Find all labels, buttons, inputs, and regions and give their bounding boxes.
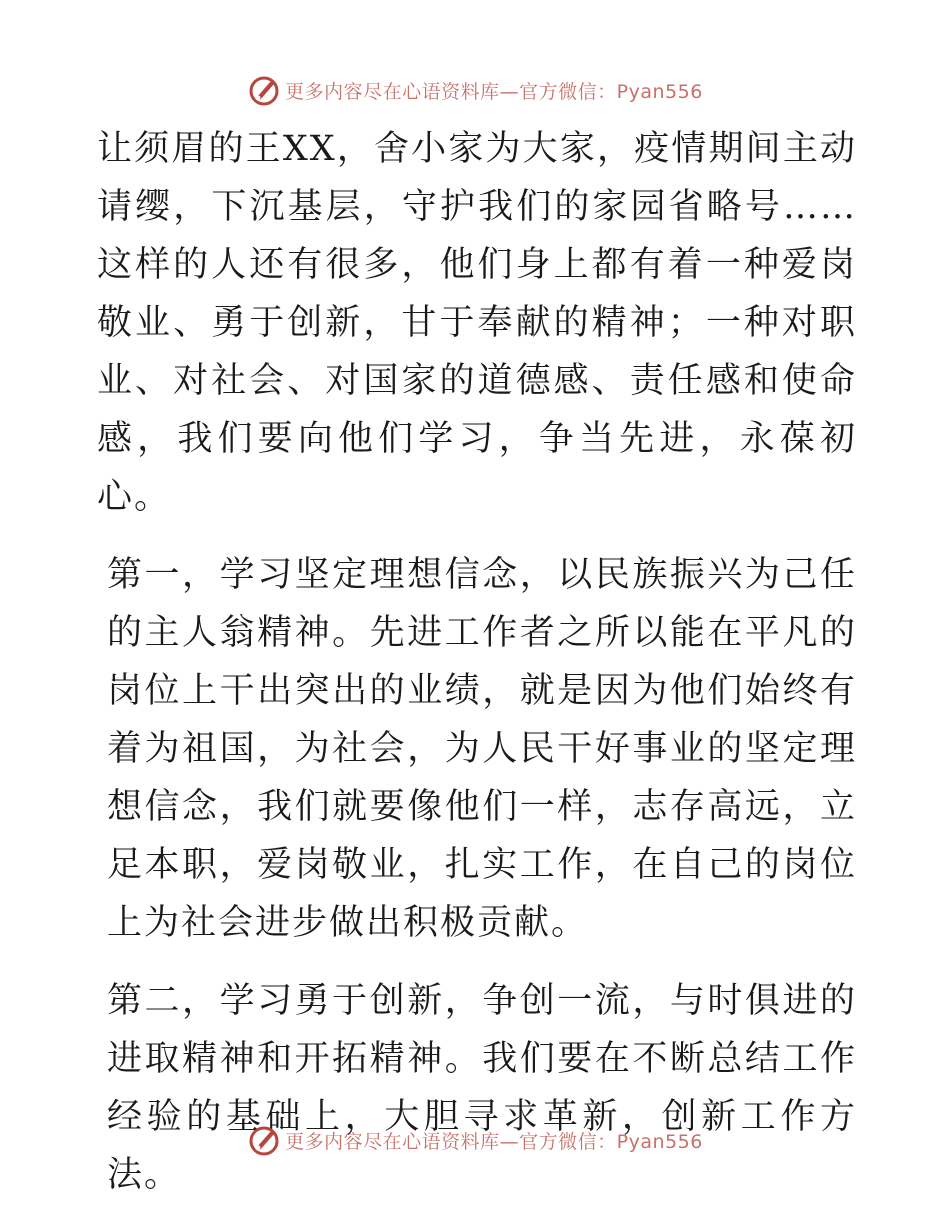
paragraph-second: 第二，学习勇于创新，争创一流，与时俱进的进取精神和开拓精神。我们要在不断总结工作经验的基础上，大胆寻求革新，创新工作方法。 bbox=[107, 981, 857, 1195]
footer-banner-text: 更多内容尽在心语资料库—官方微信：Pyan556 bbox=[285, 1130, 703, 1153]
header-banner-text: 更多内容尽在心语资料库—官方微信：Pyan556 bbox=[285, 80, 703, 103]
header-banner bbox=[0, 70, 950, 110]
footer-banner bbox=[0, 1120, 950, 1160]
document-body bbox=[97, 120, 857, 1204]
pen-logo-icon bbox=[247, 73, 281, 107]
paragraph-first: 第一，学习坚定理想信念，以民族振兴为己任的主人翁精神。先进工作者之所以能在平凡的岗位上干出突出的业绩，就是因为他们始终有着为祖国，为社会，为人民干好事业的坚定理想信念，我们就要像他们一样，志存高远，立足本职，爱岗敬业，扎实工作，在自己的岗位上为社会进步做出积极贡献。 bbox=[107, 555, 857, 943]
paragraph-intro: 让须眉的王XX，舍小家为大家，疫情期间主动请缨，下沉基层，守护我们的家园省略号……这样的人还有很多，他们身上都有着一种爱岗敬业、勇于创新，甘于奉献的精神；一种对职业、对社会、对国家的道德感、责任感和使命感，我们要向他们学习，争当先进，永葆初心。 bbox=[97, 129, 857, 517]
pen-logo-icon bbox=[247, 1123, 281, 1157]
